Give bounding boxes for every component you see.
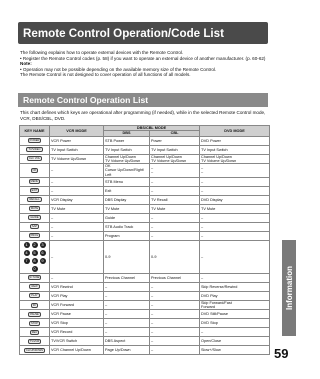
key-cell	[20, 300, 50, 309]
dbs-cell: DBS Aspect	[104, 337, 150, 346]
table-row	[20, 204, 270, 213]
dbs-cell: OK Cursor Up/Down/Right/ Left	[104, 164, 150, 178]
key-cell	[20, 195, 50, 204]
dbs-cell: Page Up/Down	[104, 346, 150, 355]
cbl-cell: –	[150, 300, 200, 309]
remote-key-icon: CH / VOL	[28, 157, 41, 161]
dvd-cell: Slow+/Slow	[200, 346, 270, 355]
dvd-cell: –	[200, 273, 270, 282]
dvd-cell: –	[200, 231, 270, 240]
dbs-cell: TV Mute	[104, 204, 150, 213]
dbs-cell: 0-9	[104, 240, 150, 273]
dvd-cell: –	[200, 213, 270, 222]
cbl-cell: –	[150, 291, 200, 300]
number-key-icon: 3	[41, 241, 44, 247]
table-row	[20, 337, 270, 346]
vcr-cell: –	[50, 240, 104, 273]
vcr-cell: VCR Record	[50, 328, 104, 337]
dvd-cell: Skip Forward/Fast Forward	[200, 300, 270, 309]
cbl-cell: –	[150, 231, 200, 240]
key-cell	[20, 136, 50, 145]
table-row	[20, 145, 270, 154]
section-side-tab	[282, 240, 296, 336]
dbs-cell: –	[104, 319, 150, 328]
remote-key-icon: CH UP/DOWN	[25, 348, 43, 352]
note-label: Note:	[20, 61, 32, 67]
dbs-cell: –	[104, 310, 150, 319]
section-title-bar	[18, 93, 268, 107]
remote-key-icon: EXIT	[31, 189, 38, 193]
dbs-cell: –	[104, 300, 150, 309]
note-line-1: • Operation may not be possible depending on the available memory size of the Remote Control.	[20, 66, 217, 72]
table-row	[20, 136, 270, 145]
dvd-cell: TV Input Switch	[200, 145, 270, 154]
number-key-icon: 5	[33, 249, 36, 255]
dbs-cell: Exit	[104, 186, 150, 195]
cbl-cell: TV Input Switch	[150, 145, 200, 154]
dvd-cell: DVD Display	[200, 195, 270, 204]
vcr-cell: VCR Power	[50, 136, 104, 145]
key-cell	[20, 231, 50, 240]
header-dvd-mode: DVD MODE	[200, 126, 270, 137]
dvd-cell: – –	[200, 164, 270, 178]
vcr-cell: VCR Display	[50, 195, 104, 204]
dvd-cell: DVD Stop	[200, 319, 270, 328]
section-title: Remote Control Operation List	[23, 95, 149, 105]
table-row	[20, 291, 270, 300]
number-key-icon: 0	[33, 265, 36, 271]
key-cell	[20, 145, 50, 154]
table-row	[20, 310, 270, 319]
operation-table	[19, 125, 270, 355]
key-cell	[20, 154, 50, 163]
table-row	[20, 222, 270, 231]
cbl-cell: –	[150, 186, 200, 195]
header-dbscbl-mode: DBS/CBL MODE	[104, 126, 200, 131]
number-key-icon: 6	[41, 249, 44, 255]
cbl-cell: TV Recall	[150, 195, 200, 204]
key-cell	[20, 346, 50, 355]
remote-key-icon: POWER	[29, 139, 40, 143]
key-cell	[20, 282, 50, 291]
remote-key-icon: RECALL	[29, 198, 40, 202]
dvd-cell: Skip Reverse/Rewind	[200, 282, 270, 291]
vcr-cell: –	[50, 186, 104, 195]
remote-key-icon: PAUSE	[30, 312, 39, 316]
vcr-cell: VCR Stop	[50, 319, 104, 328]
key-cell	[20, 328, 50, 337]
dbs-cell: –	[104, 328, 150, 337]
dbs-cell: DBS Display	[104, 195, 150, 204]
table-row	[20, 282, 270, 291]
table-row	[20, 346, 270, 355]
header-dbs: DBS	[104, 131, 150, 136]
key-cell	[20, 213, 50, 222]
cbl-cell: –	[150, 213, 200, 222]
dvd-cell: DVD Play	[200, 291, 270, 300]
intro-line-2: • Register the Remote Control codes (p. 58) if you want to operate an external device of another manufacturer. (p. 60-62)	[20, 55, 266, 61]
vcr-cell: –	[50, 273, 104, 282]
table-row	[20, 186, 270, 195]
remote-key-icon: GUIDE	[30, 216, 39, 220]
vcr-cell: –	[50, 222, 104, 231]
number-key-icon: 8	[33, 257, 36, 263]
number-key-icon: 7	[25, 257, 28, 263]
key-cell	[20, 310, 50, 319]
remote-key-icon: TV/VCR	[29, 339, 40, 343]
vcr-cell: VCR Pause	[50, 310, 104, 319]
table-row	[20, 231, 270, 240]
vcr-cell: VCR Play	[50, 291, 104, 300]
section-intro: This chart defines which keys are operational after programming (if needed), while in the selected Remote Control mode, VCR, DBS/CBL, DVD.	[20, 110, 266, 121]
header-cbl: CBL	[150, 131, 200, 136]
side-tab-label: Information	[284, 266, 294, 310]
dbs-cell: STB Power	[104, 136, 150, 145]
vcr-cell: TV/VCR Switch	[50, 337, 104, 346]
table-row	[20, 273, 270, 282]
dbs-cell: Guide	[104, 213, 150, 222]
remote-key-icon: OK	[32, 168, 37, 172]
key-cell	[20, 240, 50, 273]
dvd-cell: Channel Up/Down TV Volume Up/Down	[200, 154, 270, 163]
dvd-cell: –	[200, 240, 270, 273]
cbl-cell: –	[150, 310, 200, 319]
key-cell	[20, 273, 50, 282]
cbl-cell: –	[150, 337, 200, 346]
header-vcr-mode: VCR MODE	[50, 126, 104, 137]
page-title: Remote Control Operation/Code List	[23, 26, 224, 40]
number-key-icon: 2	[33, 241, 36, 247]
vcr-cell: –	[50, 213, 104, 222]
dbs-cell: –	[104, 282, 150, 291]
vcr-cell: –	[50, 177, 104, 186]
dbs-cell: STB Audio Track	[104, 222, 150, 231]
table-row	[20, 213, 270, 222]
remote-key-icon: REC	[31, 330, 38, 334]
remote-key-icon: PLAY	[31, 294, 38, 298]
key-cell	[20, 319, 50, 328]
table-row	[20, 154, 270, 163]
key-cell	[20, 186, 50, 195]
header-key-name: KEY NAME	[20, 126, 50, 137]
page-title-bar	[18, 22, 268, 44]
table-row	[20, 328, 270, 337]
cbl-cell: Channel Up/Down TV Volume Up/Down	[150, 154, 200, 163]
key-cell	[20, 177, 50, 186]
vcr-cell: –	[50, 231, 104, 240]
cbl-cell: –	[150, 328, 200, 337]
cbl-cell: TV Mute	[150, 204, 200, 213]
intro-line-1: The following explains how to operate external devices with the Remote Control.	[20, 50, 184, 55]
cbl-cell: –	[150, 346, 200, 355]
note-line-2: The Remote Control is not designed to cover operation of all functions of all models.	[20, 72, 191, 78]
remote-key-icon: MUTE	[30, 207, 39, 211]
remote-key-icon: SAP	[31, 225, 38, 229]
dbs-cell: Previous Channel	[104, 273, 150, 282]
number-keypad-icon	[20, 241, 49, 273]
number-key-icon: 9	[41, 257, 44, 263]
remote-key-icon: PROG	[30, 234, 39, 238]
vcr-cell: –	[50, 164, 104, 178]
dvd-cell: –	[200, 186, 270, 195]
dvd-cell: TV Mute	[200, 204, 270, 213]
dvd-cell: –	[200, 177, 270, 186]
cbl-cell: –	[150, 222, 200, 231]
key-cell	[20, 222, 50, 231]
key-cell	[20, 337, 50, 346]
vcr-cell: VCR Rewind	[50, 282, 104, 291]
number-key-icon: 1	[25, 241, 28, 247]
cbl-cell: Previous Channel	[150, 273, 200, 282]
page-number: 59	[274, 346, 289, 361]
number-key-icon: 4	[25, 249, 28, 255]
vcr-cell: VCR Channel Up/Down	[50, 346, 104, 355]
remote-key-icon: R-TUNE	[29, 276, 40, 280]
table-row	[20, 195, 270, 204]
cbl-cell: –	[150, 177, 200, 186]
table-row	[20, 319, 270, 328]
dbs-cell: Channel Up/Down TV Volume Up/Down	[104, 154, 150, 163]
table-row	[20, 177, 270, 186]
cbl-cell: –	[150, 319, 200, 328]
dbs-cell: STB Menu	[104, 177, 150, 186]
key-cell	[20, 204, 50, 213]
dvd-cell: –	[200, 328, 270, 337]
vcr-cell: TV Mute	[50, 204, 104, 213]
dvd-cell: Open/Close	[200, 337, 270, 346]
cbl-cell: – –	[150, 164, 200, 178]
vcr-cell: TV Input Switch	[50, 145, 104, 154]
dvd-cell: DVD Still/Pause	[200, 310, 270, 319]
dbs-cell: Program	[104, 231, 150, 240]
cbl-cell: 0-9	[150, 240, 200, 273]
remote-key-icon: FF	[32, 303, 37, 307]
key-cell	[20, 291, 50, 300]
dbs-cell: –	[104, 291, 150, 300]
vcr-cell: TV Volume Up/Down	[50, 154, 104, 163]
dvd-cell: –	[200, 222, 270, 231]
cbl-cell: Power	[150, 136, 200, 145]
vcr-cell: VCR Forward	[50, 300, 104, 309]
remote-key-icon: STOP	[30, 321, 38, 325]
table-row	[20, 240, 270, 273]
remote-key-icon: REW	[31, 285, 38, 289]
intro-text	[20, 50, 270, 78]
cbl-cell: –	[150, 282, 200, 291]
remote-key-icon: MENU	[30, 180, 39, 184]
key-cell	[20, 164, 50, 178]
remote-key-icon: TV/VIDEO	[28, 148, 41, 152]
dbs-cell: TV Input Switch	[104, 145, 150, 154]
table-row	[20, 300, 270, 309]
table-row	[20, 164, 270, 178]
dvd-cell: DVD Power	[200, 136, 270, 145]
